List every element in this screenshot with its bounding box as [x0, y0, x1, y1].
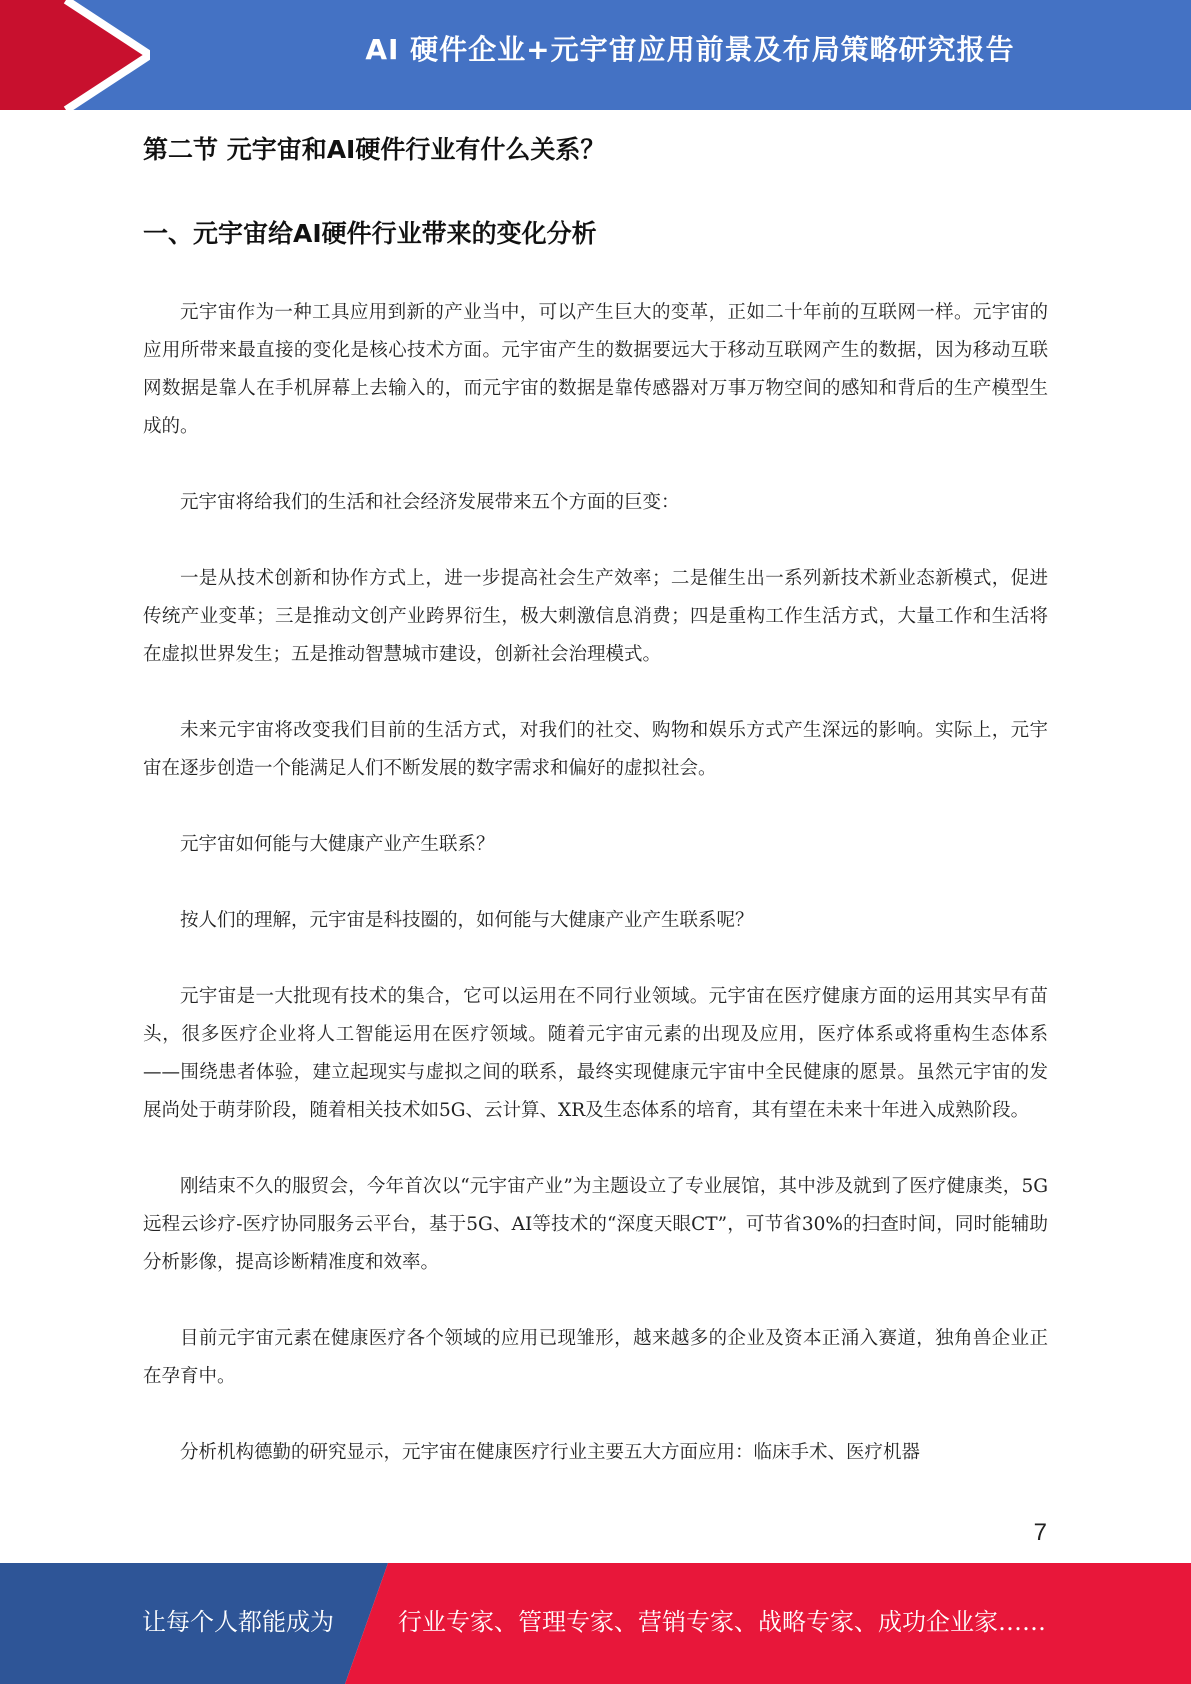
paragraph: 元宇宙作为一种工具应用到新的产业当中，可以产生巨大的变革，正如二十年前的互联网一样。元宇宙的应用所带来最直接的变化是核心技术方面。元宇宙产生的数据要远大于移动互联网产生的数据，因为移动互联网数据是靠人在手机屏幕上去输入的，而元宇宙的数据是靠传感器对万事万物空间的感知和背后的生产模型生成的。 — [143, 302, 1048, 437]
page-number: 7 — [1033, 1519, 1047, 1546]
arrow-shape — [0, 0, 150, 110]
paragraph: 按人们的理解，元宇宙是科技圈的，如何能与大健康产业产生联系呢？ — [180, 910, 754, 931]
section-title: 第二节 元宇宙和AI硬件行业有什么关系？ — [143, 135, 606, 164]
paragraph: 未来元宇宙将改变我们目前的生活方式，对我们的社交、购物和娱乐方式产生深远的影响。实际上，元宇宙在逐步创造一个能满足人们不断发展的数字需求和偏好的虚拟社会。 — [143, 720, 1048, 779]
footer-slogan-left: 让每个人都能成为 — [142, 1608, 334, 1636]
paragraph: 一是从技术创新和协作方式上，进一步提高社会生产效率；二是催生出一系列新技术新业态新模式，促进传统产业变革；三是推动文创产业跨界衍生，极大刺激信息消费；四是重构工作生活方式，大量工作和生活将在虚拟世界发生；五是推动智慧城市建设，创新社会治理模式。 — [143, 568, 1048, 665]
footer-slogan-right: 行业专家、管理专家、营销专家、战略专家、成功企业家…… — [398, 1608, 1046, 1636]
paragraph: 分析机构德勤的研究显示，元宇宙在健康医疗行业主要五大方面应用：临床手术、医疗机器 — [180, 1442, 921, 1463]
paragraph: 元宇宙是一大批现有技术的集合，它可以运用在不同行业领域。元宇宙在医疗健康方面的运用其实早有苗头，很多医疗企业将人工智能运用在医疗领域。随着元宇宙元素的出现及应用，医疗体系或将重构生态体系——围绕患者体验，建立起现实与虚拟之间的联系，最终实现健康元宇宙中全民健康的愿景。虽然元宇宙的发展尚处于萌芽阶段，随着相关技术如5G、云计算、XR及生态体系的培育，其有望在未来十年进入成熟阶段。 — [143, 986, 1048, 1121]
paragraph: 元宇宙将给我们的生活和社会经济发展带来五个方面的巨变： — [180, 492, 680, 513]
sub-title: 一、元宇宙给AI硬件行业带来的变化分析 — [143, 219, 597, 248]
header-band — [0, 0, 1191, 110]
paragraph: 刚结束不久的服贸会，今年首次以“元宇宙产业”为主题设立了专业展馆，其中涉及就到了医疗健康类，5G远程云诊疗-医疗协同服务云平台，基于5G、AI等技术的“深度天眼CT”，可节省30%的扫查时间，同时能辅助分析影像，提高诊断精准度和效率。 — [143, 1176, 1048, 1273]
report-title: AI 硬件企业+元宇宙应用前景及布局策略研究报告 — [365, 33, 1015, 66]
paragraph: 元宇宙如何能与大健康产业产生联系？ — [180, 834, 495, 855]
footer-band — [0, 1563, 1191, 1684]
paragraph: 目前元宇宙元素在健康医疗各个领域的应用已现雏形，越来越多的企业及资本正涌入赛道，独角兽企业正在孕育中。 — [143, 1328, 1048, 1387]
body-paragraphs — [143, 294, 1048, 1472]
page-content — [143, 130, 1048, 1510]
header-arrow-decoration — [0, 0, 150, 110]
